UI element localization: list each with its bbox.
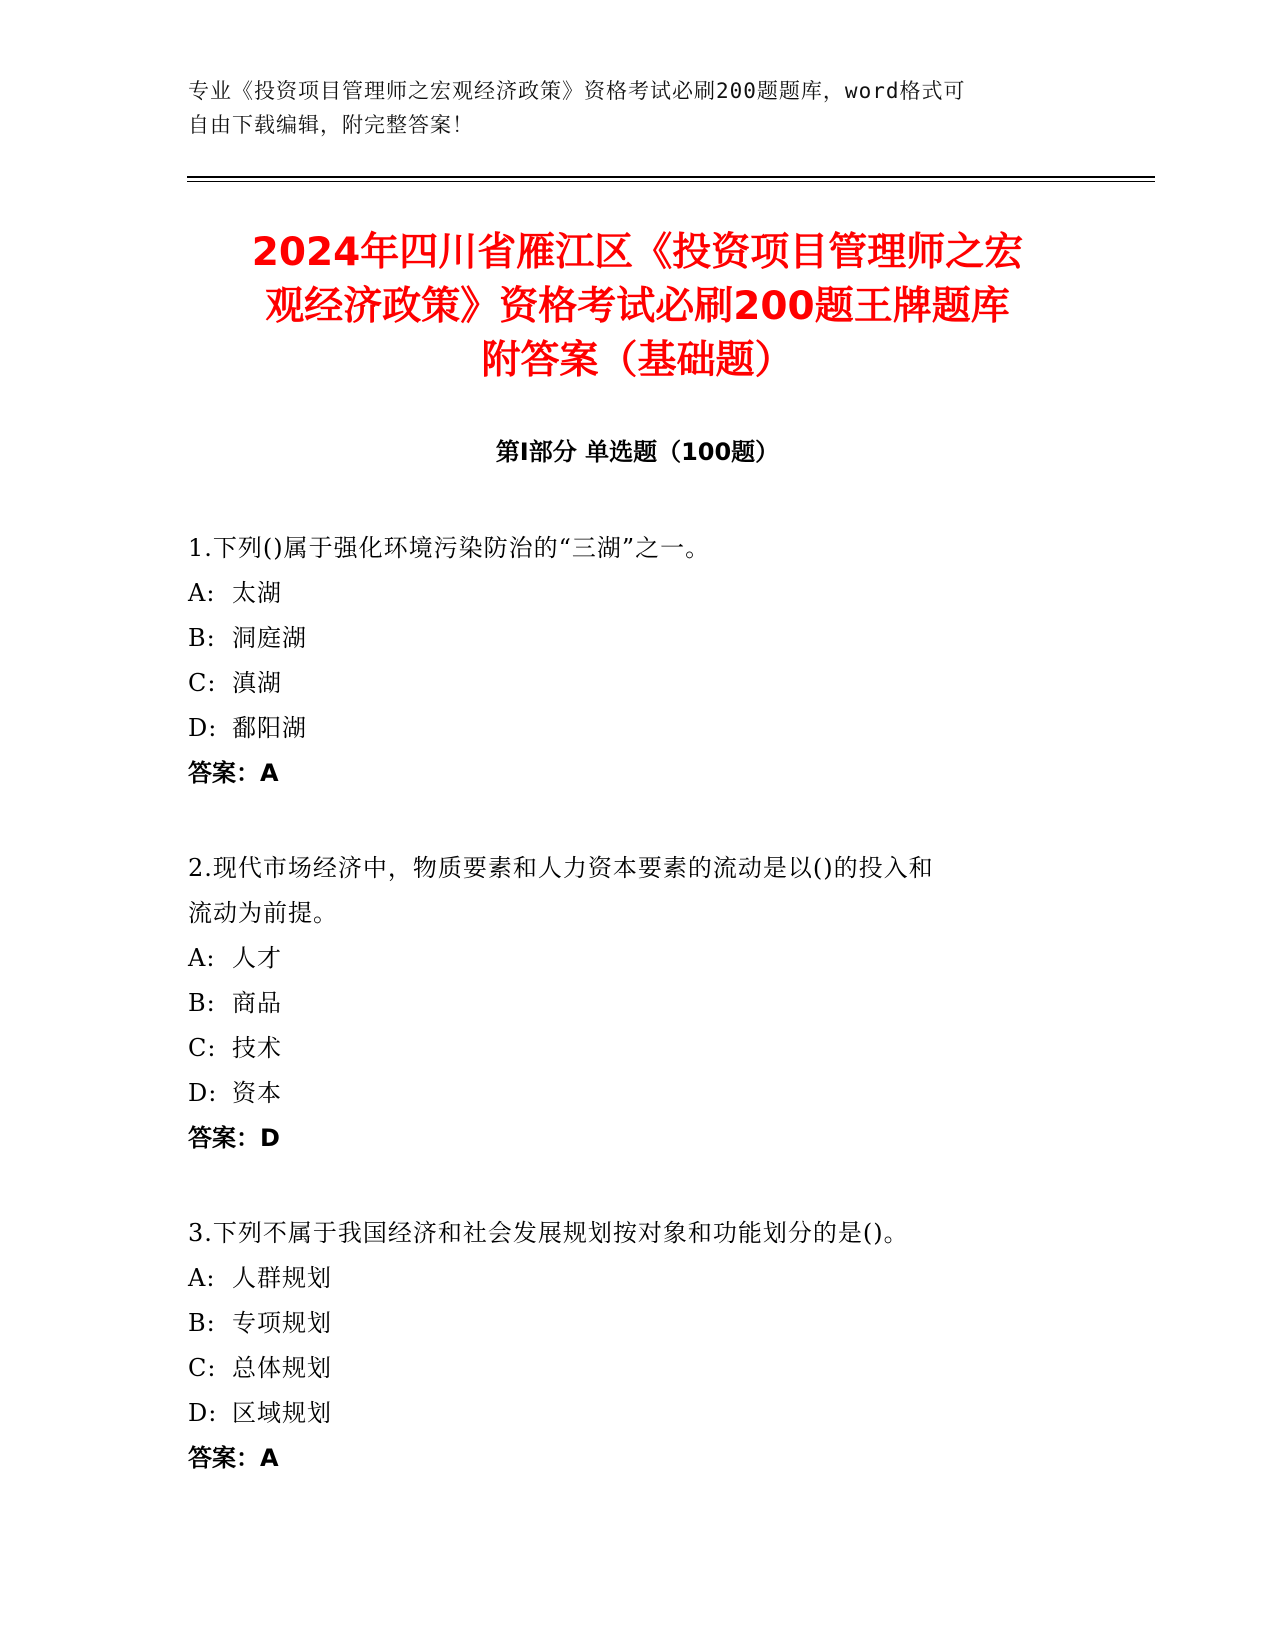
option-text: 人才 [232, 944, 282, 972]
option-text: 人群规划 [232, 1264, 332, 1292]
option-text: 洞庭湖 [232, 624, 307, 652]
option-c [188, 661, 1068, 706]
option-text: 滇湖 [232, 669, 282, 697]
option-letter: D: [188, 1079, 218, 1107]
option-text: 专项规划 [232, 1309, 332, 1337]
option-letter: A: [188, 1264, 216, 1292]
option-text: 区域规划 [232, 1399, 332, 1427]
option-text: 技术 [232, 1034, 282, 1062]
option-letter: C: [188, 1354, 217, 1382]
option-d [188, 706, 1068, 751]
option-text: 鄱阳湖 [232, 714, 307, 742]
option-b [188, 616, 1068, 661]
option-text: 太湖 [232, 579, 282, 607]
option-c [188, 1026, 1068, 1071]
question-list [188, 526, 1068, 1531]
question-item [188, 526, 1068, 796]
header-note-line-2: 自由下载编辑，附完整答案！ [188, 113, 474, 137]
header-divider-thin [187, 181, 1155, 182]
option-b [188, 981, 1068, 1026]
answer-line: 答案：A [188, 759, 279, 787]
option-a [188, 1256, 1068, 1301]
option-d [188, 1071, 1068, 1116]
option-c [188, 1346, 1068, 1391]
option-text: 总体规划 [232, 1354, 332, 1382]
header-note-line-1: 专业《投资项目管理师之宏观经济政策》资格考试必刷200题题库，word格式可 [188, 79, 966, 103]
question-item [188, 1211, 1068, 1481]
option-a [188, 936, 1068, 981]
question-item [188, 846, 1068, 1161]
option-text: 商品 [232, 989, 282, 1017]
document-title [150, 226, 1125, 388]
title-line-2: 观经济政策》资格考试必刷200题王牌题库 [265, 284, 1010, 329]
option-text: 资本 [232, 1079, 282, 1107]
header-divider-thick [187, 176, 1155, 178]
option-letter: C: [188, 1034, 217, 1062]
option-letter: D: [188, 714, 218, 742]
title-line-3: 附答案（基础题） [481, 338, 794, 383]
option-letter: A: [188, 579, 216, 607]
option-a [188, 571, 1068, 616]
option-letter: C: [188, 669, 217, 697]
title-line-1: 2024年四川省雁江区《投资项目管理师之宏 [251, 230, 1024, 275]
question-stem: 3.下列不属于我国经济和社会发展规划按对象和功能划分的是()。 [188, 1219, 909, 1247]
option-b [188, 1301, 1068, 1346]
option-letter: B: [188, 989, 216, 1017]
question-stem: 1.下列()属于强化环境污染防治的“三湖”之一。 [188, 534, 711, 562]
option-d [188, 1391, 1068, 1436]
section-heading: 第Ⅰ部分 单选题（100题） [495, 438, 780, 466]
question-stem-continued: 流动为前提。 [188, 899, 338, 927]
option-letter: B: [188, 1309, 216, 1337]
question-stem: 2.现代市场经济中，物质要素和人力资本要素的流动是以()的投入和 [188, 854, 934, 882]
option-letter: B: [188, 624, 216, 652]
option-letter: A: [188, 944, 216, 972]
answer-line: 答案：D [188, 1124, 280, 1152]
header-note [188, 74, 1068, 142]
option-letter: D: [188, 1399, 218, 1427]
answer-line: 答案：A [188, 1444, 279, 1472]
